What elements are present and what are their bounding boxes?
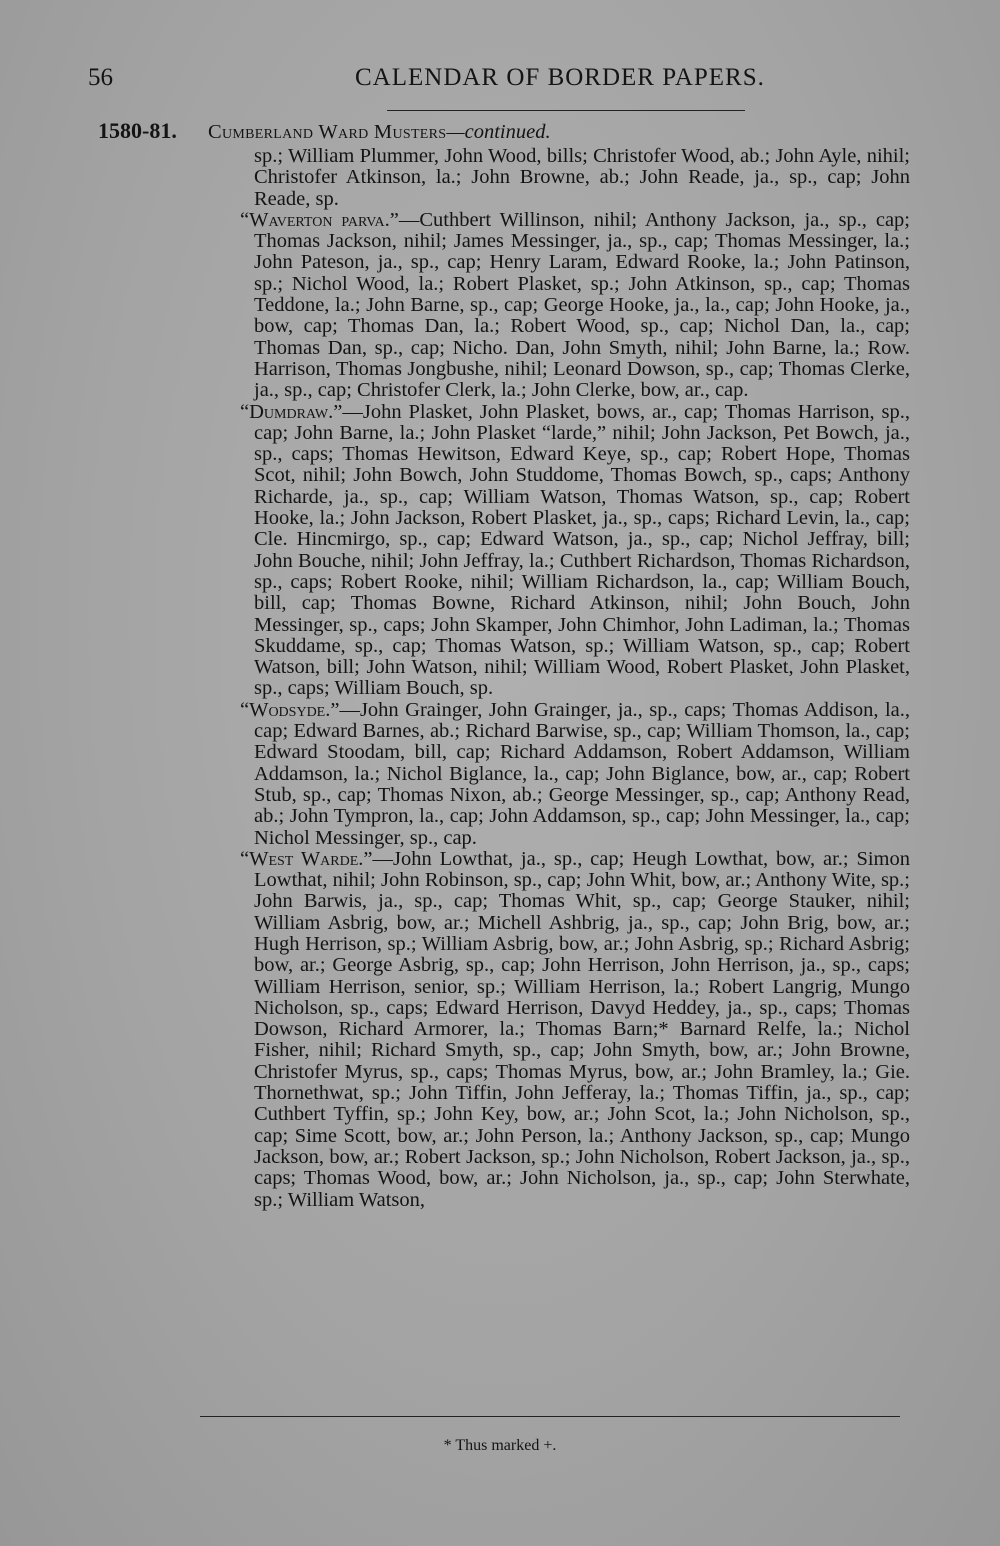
page-number: 56 [88, 64, 113, 91]
paragraph-wodsyde [98, 700, 910, 849]
paragraph-west-warde [98, 849, 910, 1211]
paragraph-text: —John Plasket, John Plasket, bows, ar., cap; Thomas Harrison, sp., cap; John Barne, la.; John Plasket “larde,” nihil; John Jackson, Pet Bowch, ja., sp., caps; Thomas Hewitson, Edward Keye, sp., cap; Robert Hope, Thomas Scot, nihil; John Bowch, John Studdome, Thomas Bowch, sp., caps; Anthony Richarde, ja., sp., cap; William Watson, Thomas Watson, sp., cap; Robert Hooke, la.; John Jackson, Robert Plasket, ja., sp., caps; Richard Levin, la., cap; Cle. Hincmirgo, sp., cap; Edward Watson, ja., sp., cap; Nichol Jeffray, bill; John Bouche, nihil; John Jeffray, la.; Cuthbert Richardson, Thomas Richardson, sp., caps; Robert Rooke, nihil; William Richardson, la., cap; William Bouch, bill, cap; Thomas Bowne, Richard Atkinson, nihil; John Bouch, John Messinger, sp., caps; John Skamper, John Chimhor, John Ladiman, la.; Thomas Skuddame, sp., cap; Thomas Watson, sp.; William Watson, sp., cap; Robert Watson, bill; John Watson, nihil; William Wood, Robert Plasket, John Plasket, sp., caps; William Bouch, sp. [254, 400, 910, 700]
paragraph-dumdraw [98, 402, 910, 700]
paragraph-text: —John Grainger, John Grainger, ja., sp., caps; Thomas Addison, la., cap; Edward Barnes, ab.; Richard Barwise, sp., cap; William Thomson, la., cap; Edward Stoodam, bill, cap; Richard Addamson, Robert Addamson, William Addamson, la.; Nichol Biglance, la., cap; John Biglance, bow, ar., cap; Robert Stub, sp., cap; Thomas Nixon, ab.; George Messinger, sp., cap; Anthony Read, ab.; John Tympron, la., cap; John Addamson, sp., cap; John Messinger, la., cap; Nichol Messinger, sp., cap. [254, 698, 910, 849]
entry-heading [98, 120, 910, 146]
header-rule [387, 110, 745, 111]
footnote: * Thus marked +. [443, 1437, 557, 1454]
entry-date: 1580-81. [98, 118, 177, 143]
section-heading: “West Warde.” [240, 847, 373, 870]
paragraph-waverton [98, 210, 910, 402]
paragraph-text: sp.; William Plummer, John Wood, bills; Christofer Wood, ab.; John Ayle, nihil; Christofer Atkinson, la.; John Browne, ab.; John Reade, ja., sp., cap; John Reade, sp. [254, 145, 910, 210]
running-title: CALENDAR OF BORDER PAPERS. [355, 64, 765, 91]
footnote-rule [200, 1416, 900, 1417]
entry-continued: —continued. [446, 121, 551, 143]
running-header [0, 64, 1000, 104]
section-heading: “Waverton parva.” [240, 208, 399, 231]
paragraph-0 [98, 146, 910, 210]
paragraph-text: —John Lowthat, ja., sp., cap; Heugh Lowthat, bow, ar.; Simon Lowthat, nihil; John Robinson, sp., cap; John Whit, bow, ar.; Anthony Wite, sp.; John Barwis, ja., sp., cap; Thomas Whit, sp., cap; George Stauker, nihil; William Asbrig, bow, ar.; Michell Ashbrig, ja., sp., cap; John Brig, bow, ar.; Hugh Herrison, sp.; William Asbrig, bow, ar.; John Asbrig, sp.; Richard Asbrig; bow, ar.; George Asbrig, sp., cap; John Herrison, John Herrison, ja., sp., caps; William Herrison, senior, sp.; William Herrison, la.; Robert Langrig, Mungo Nicholson, sp., caps; Edward Herrison, Davyd Heddey, ja., sp., caps; Thomas Dowson, Richard Armorer, la.; Thomas Barn;* Barnard Relfe, la.; Nichol Fisher, nihil; Richard Smyth, sp., cap; John Smyth, bow, ar.; John Browne, Christofer Myrus, sp., caps; Thomas Myrus, bow, ar.; John Bramley, la.; Gie. Thornethwat, sp.; John Tiffin, John Jefferay, la.; Thomas Tiffin, ja., sp., cap; Cuthbert Tyffin, sp.; John Key, bow, ar.; John Scot, la.; John Nicholson, sp., cap; Sime Scott, bow, ar.; John Person, la.; Anthony Jackson, sp., cap; Mungo Jackson, bow, ar.; Robert Jackson, sp.; John Nicholson, Robert Jackson, ja., sp., caps; Thomas Wood, bow, ar.; John Nicholson, ja., sp., cap; John Sterwhate, sp.; William Watson, [254, 847, 911, 1211]
paragraph-text: —Cuthbert Willinson, nihil; Anthony Jackson, ja., sp., cap; Thomas Jackson, nihil; James Messinger, ja., sp., cap; Thomas Messinger, la.; John Pateson, ja., sp., cap; Henry Laram, Edward Rooke, la.; John Patinson, sp.; Nichol Wood, la.; Robert Plasket, sp.; John Atkinson, sp., cap; Thomas Teddone, la.; John Barne, sp., cap; George Hooke, ja., la., cap; John Hooke, ja., bow, cap; Thomas Dan, la.; Robert Wood, sp., cap; Nichol Dan, la., cap; Thomas Dan, sp., cap; Nicho. Dan, John Smyth, nihil; John Barne, la.; Row. Harrison, Thomas Jongbushe, nihil; Leonard Dowson, sp., cap; Thomas Clerke, ja., sp., cap; Christofer Clerk, la.; John Clerke, bow, ar., cap. [254, 208, 910, 402]
entry-title: Cumberland Ward Musters [208, 121, 447, 143]
section-heading: “Wodsyde.” [240, 698, 340, 721]
section-heading: “Dumdraw.” [240, 400, 343, 423]
main-text [98, 120, 910, 1211]
